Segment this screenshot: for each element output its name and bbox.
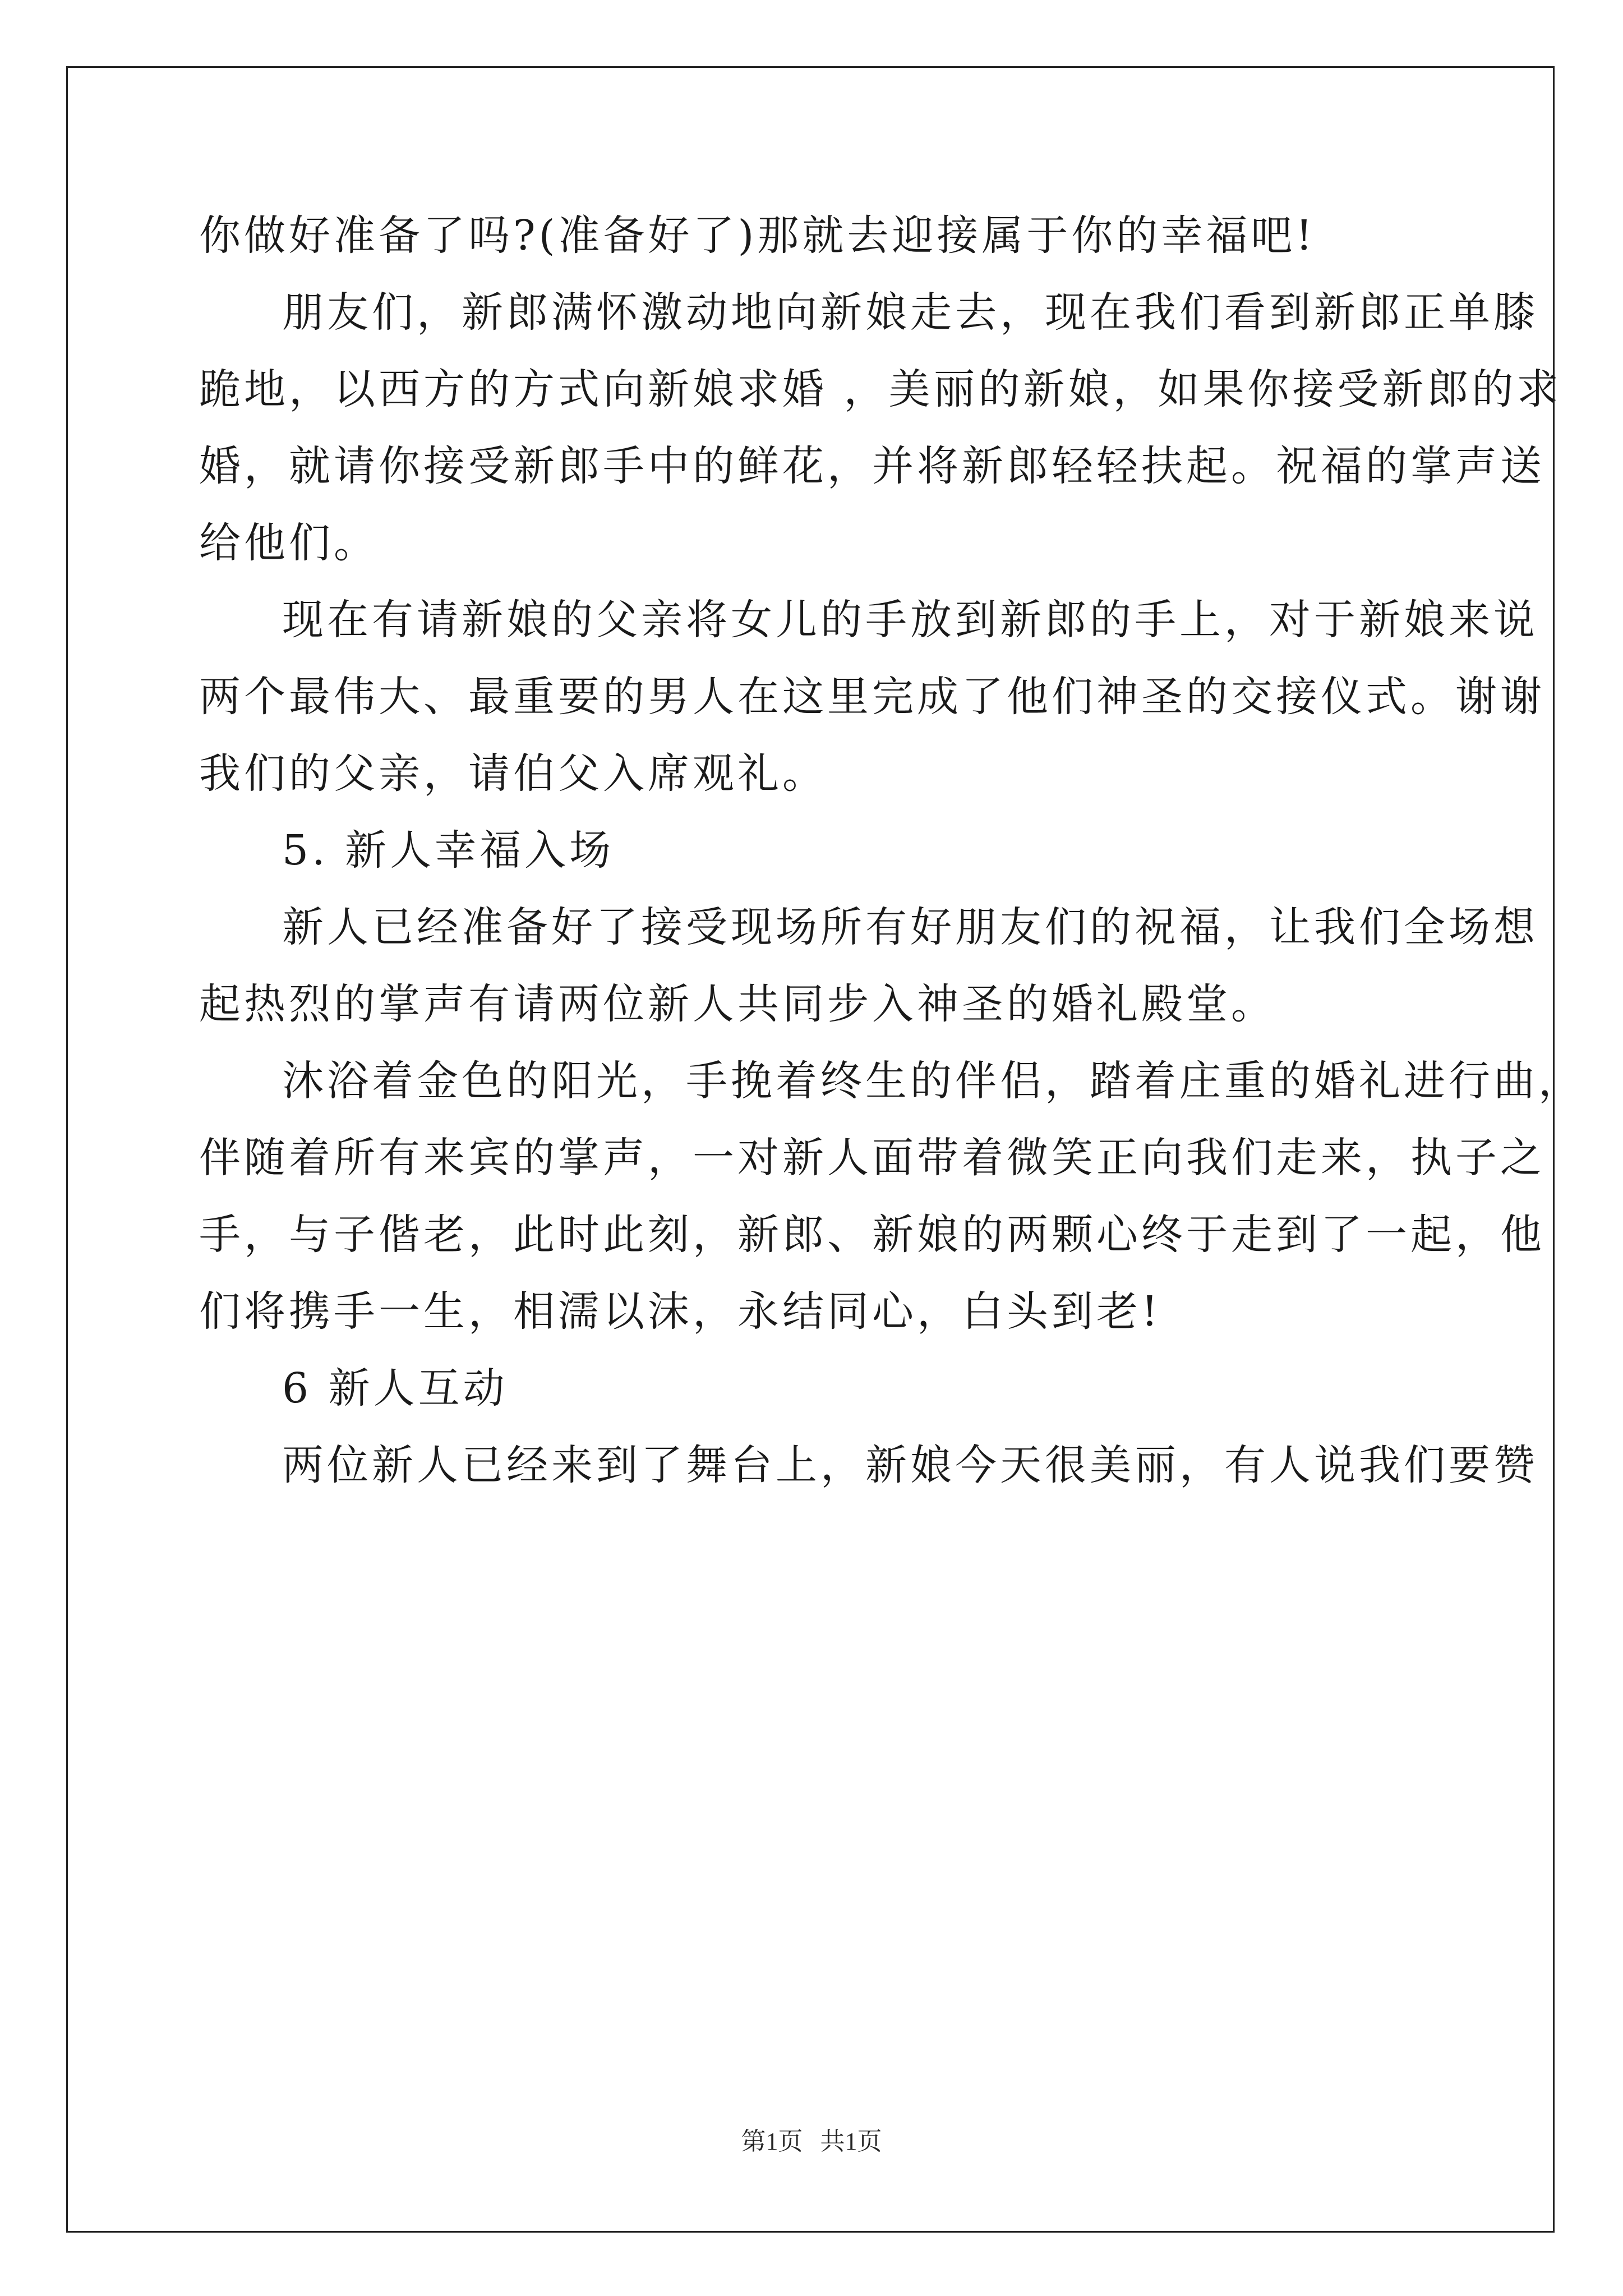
text-line: 朋友们，新郎满怀激动地向新娘走去，现在我们看到新郎正单膝: [282, 288, 1538, 337]
text-line: 起热烈的掌声有请两位新人共同步入神圣的婚礼殿堂。: [199, 980, 1276, 1028]
text-line: 手，与子偕老，此时此刻，新郎、新娘的两颗心终于走到了一起，他: [199, 1211, 1545, 1259]
text-line: 伴随着所有来宾的掌声，一对新人面带着微笑正向我们走来，执子之: [199, 1134, 1545, 1182]
page-footer: [0, 2126, 1623, 2157]
text-line: 给他们。: [199, 519, 379, 567]
text-line: 我们的父亲，请伯父入席观礼。: [199, 749, 827, 798]
text-line: 两个最伟大、最重要的男人在这里完成了他们神圣的交接仪式。谢谢: [199, 673, 1545, 721]
text-line: 你做好准备了吗?(准备好了)那就去迎接属于你的幸福吧!: [199, 211, 1316, 260]
text-line: 跪地，以西方的方式向新娘求婚 ，美丽的新娘，如果你接受新郎的求: [199, 365, 1562, 413]
text-line: 现在有请新娘的父亲将女儿的手放到新郎的手上，对于新娘来说: [282, 596, 1538, 644]
text-line: 们将携手一生，相濡以沫，永结同心，白头到老!: [199, 1287, 1161, 1336]
section-heading: 6 新人互动: [282, 1364, 508, 1412]
text-line: 新人已经准备好了接受现场所有好朋友们的祝福，让我们全场想: [282, 903, 1538, 951]
text-line: 两位新人已经来到了舞台上，新娘今天很美丽，有人说我们要赞: [282, 1441, 1538, 1489]
text-line: 沐浴着金色的阳光，手挽着终生的伴侣，踏着庄重的婚礼进行曲，: [282, 1057, 1583, 1105]
section-heading: 5. 新人幸福入场: [282, 826, 615, 875]
page-total: 共1页: [820, 2128, 882, 2155]
text-line: 婚，就请你接受新郎手中的鲜花，并将新郎轻轻扶起。祝福的掌声送: [199, 442, 1545, 490]
page-number: 第1页: [741, 2128, 803, 2155]
